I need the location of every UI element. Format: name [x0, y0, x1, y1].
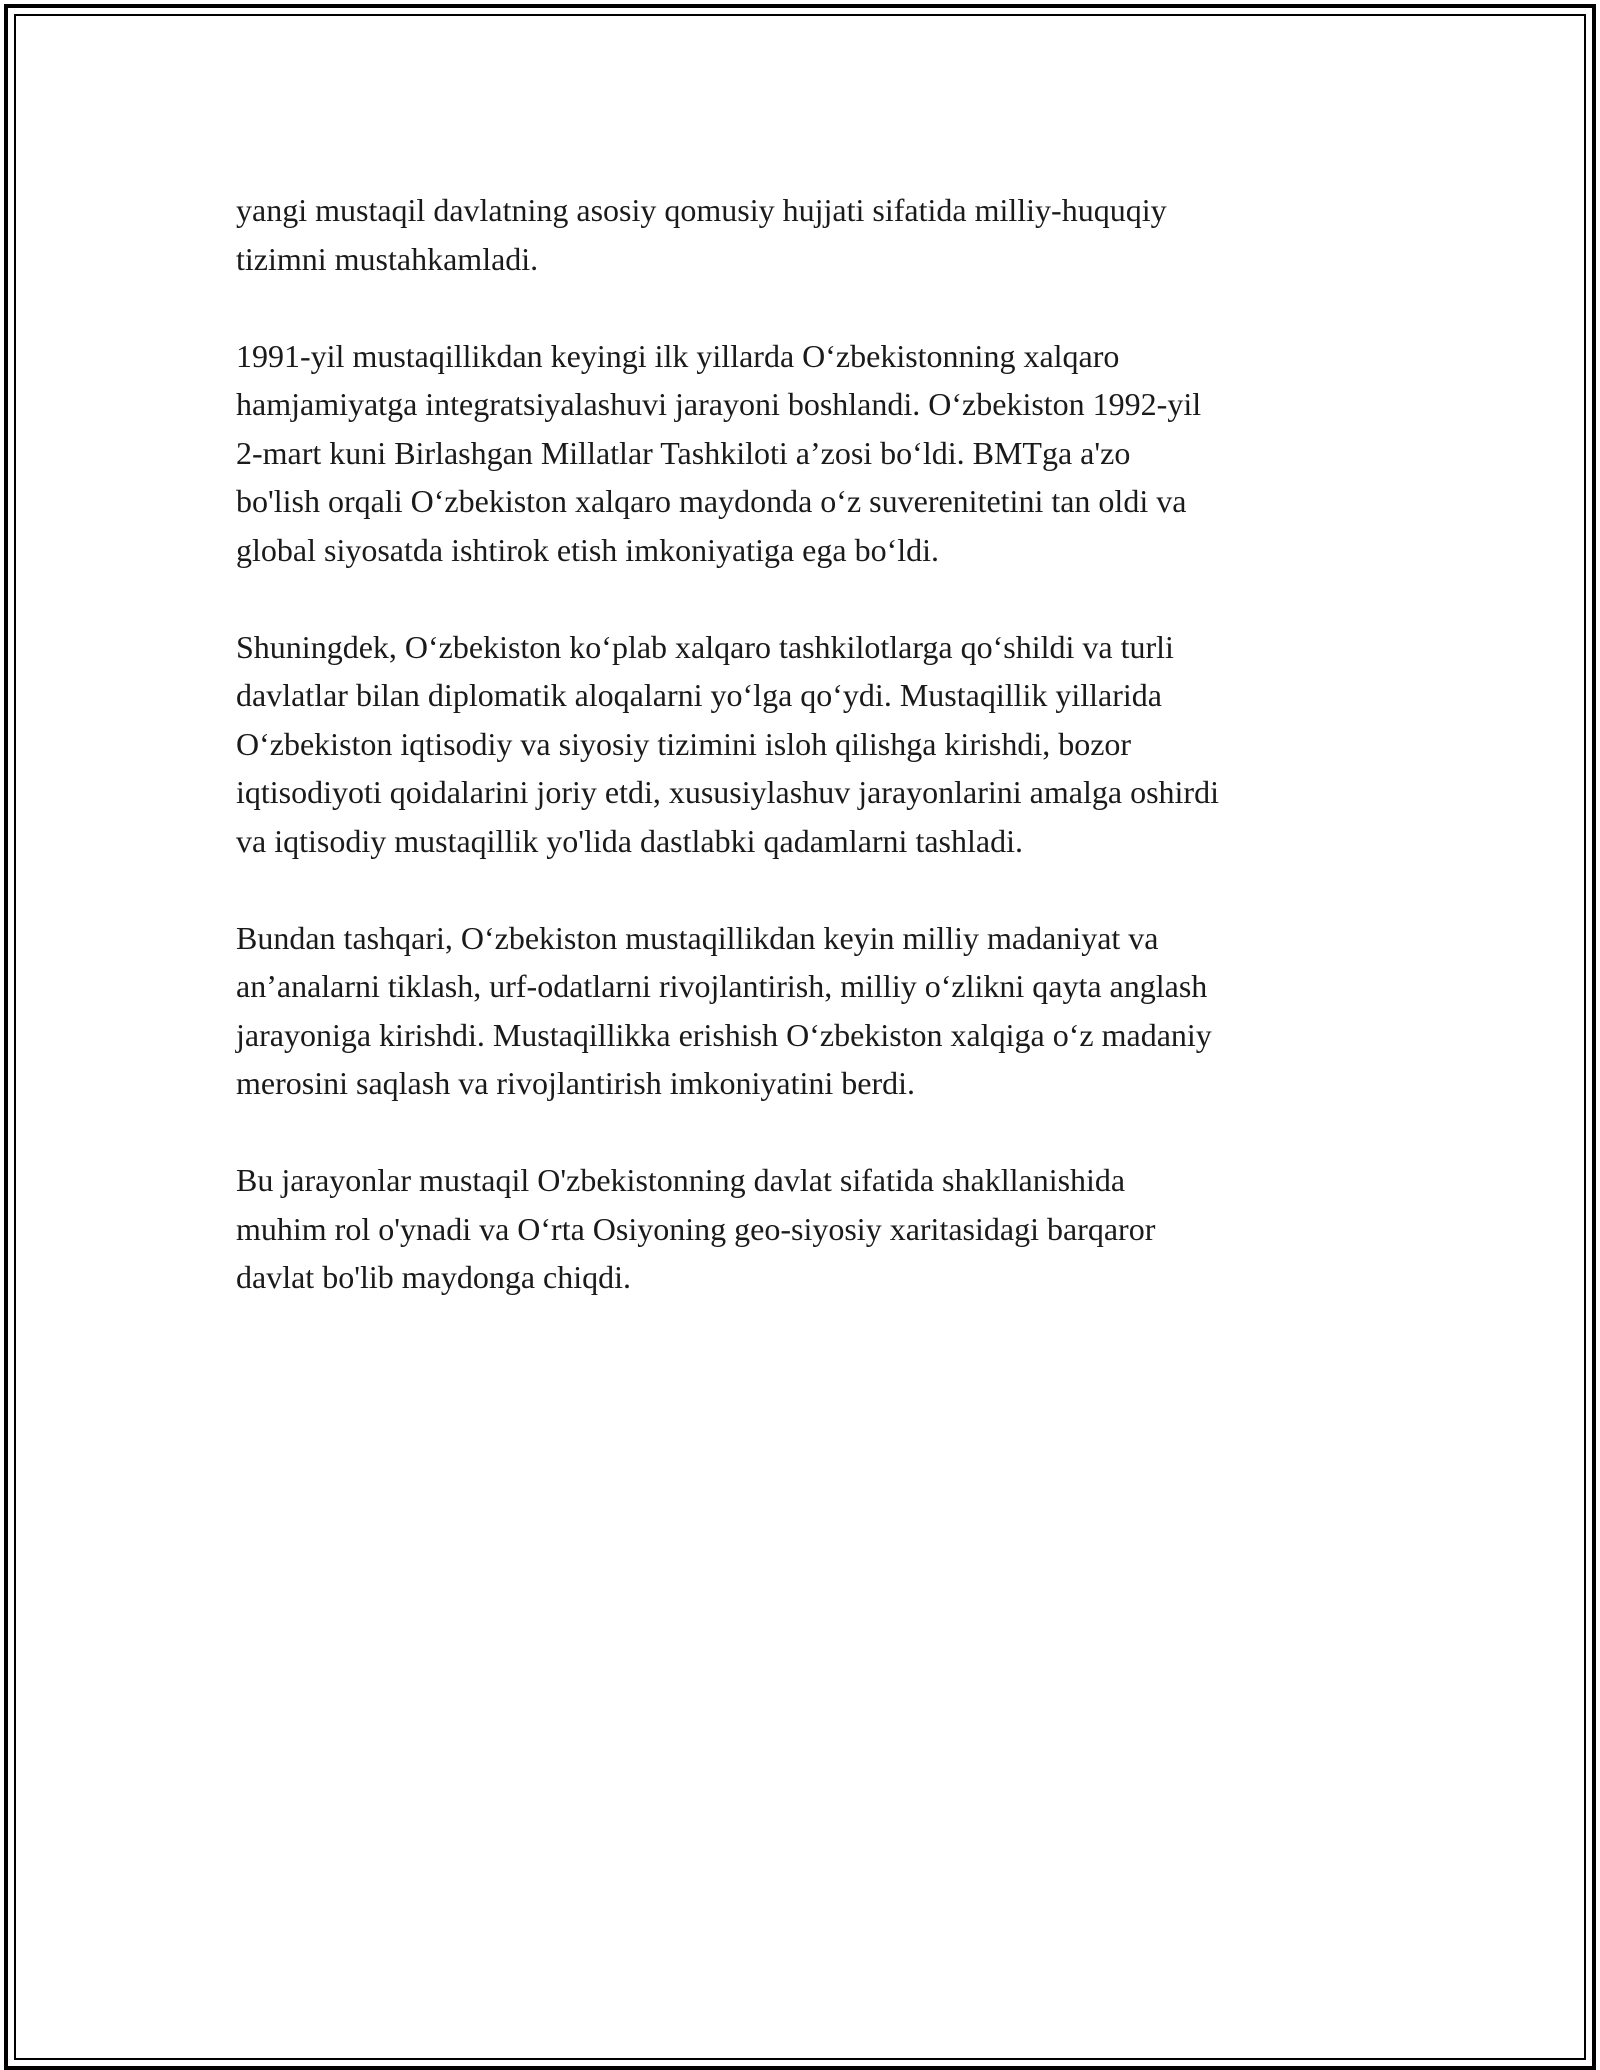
paragraph-line: global siyosatda ishtirok etish imkoniyatiga ega bo‘ldi.: [236, 531, 939, 568]
paragraph-line: iqtisodiyoti qoidalarini joriy etdi, xususiylashuv jarayonlarini amalga oshirdi: [236, 774, 1219, 810]
paragraph-2: [236, 332, 1376, 575]
paragraph-line: O‘zbekiston iqtisodiy va siyosiy tizimini isloh qilishga kirishdi, bozor: [236, 725, 1132, 762]
paragraph-line: an’analarni tiklash, urf-odatlarni rivojlantirish, milliy o‘zlikni qayta anglash: [236, 968, 1208, 1004]
paragraph-line: davlat bo'lib maydonga chiqdi.: [236, 1259, 632, 1295]
paragraph-line: hamjamiyatga integratsiyalashuvi jarayoni boshlandi. O‘zbekiston 1992-yil: [236, 386, 1202, 422]
paragraph-line: davlatlar bilan diplomatik aloqalarni yo‘lga qo‘ydi. Mustaqillik yillarida: [236, 677, 1162, 713]
paragraph-line: tizimni mustahkamladi.: [236, 240, 539, 277]
paragraph-line: Bu jarayonlar mustaqil O'zbekistonning davlat sifatida shakllanishida: [236, 1162, 1126, 1198]
paragraph-line: 2-mart kuni Birlashgan Millatlar Tashkiloti a’zosi bo‘ldi. BMTga a'zo: [236, 434, 1131, 471]
paragraph-line: jarayoniga kirishdi. Mustaqillikka erishish O‘zbekiston xalqiga o‘z madaniy: [236, 1016, 1212, 1053]
paragraph-line: yangi mustaqil davlatning asosiy qomusiy hujjati sifatida milliy-huquqiy: [236, 192, 1167, 228]
paragraph-4: [236, 914, 1376, 1108]
paragraph-line: Shuningdek, O‘zbekiston ko‘plab xalqaro tashkilotlarga qo‘shildi va turli: [236, 628, 1174, 665]
document-body: [236, 186, 1376, 1350]
paragraph-line: muhim rol o'ynadi va O‘rta Osiyoning geo-siyosiy xaritasidagi barqaror: [236, 1210, 1156, 1247]
paragraph-1: [236, 186, 1376, 283]
paragraph-line: Bundan tashqari, O‘zbekiston mustaqillikdan keyin milliy madaniyat va: [236, 919, 1159, 956]
paragraph-line: va iqtisodiy mustaqillik yo'lida dastlabki qadamlarni tashladi.: [236, 822, 1023, 859]
paragraph-line: bo'lish orqali O‘zbekiston xalqaro maydonda o‘z suverenitetini tan oldi va: [236, 483, 1187, 519]
paragraph-line: 1991-yil mustaqillikdan keyingi ilk yillarda O‘zbekistonning xalqaro: [236, 337, 1120, 374]
paragraph-5: [236, 1156, 1376, 1302]
paragraph-line: merosini saqlash va rivojlantirish imkoniyatini berdi.: [236, 1065, 915, 1101]
paragraph-3: [236, 623, 1376, 866]
